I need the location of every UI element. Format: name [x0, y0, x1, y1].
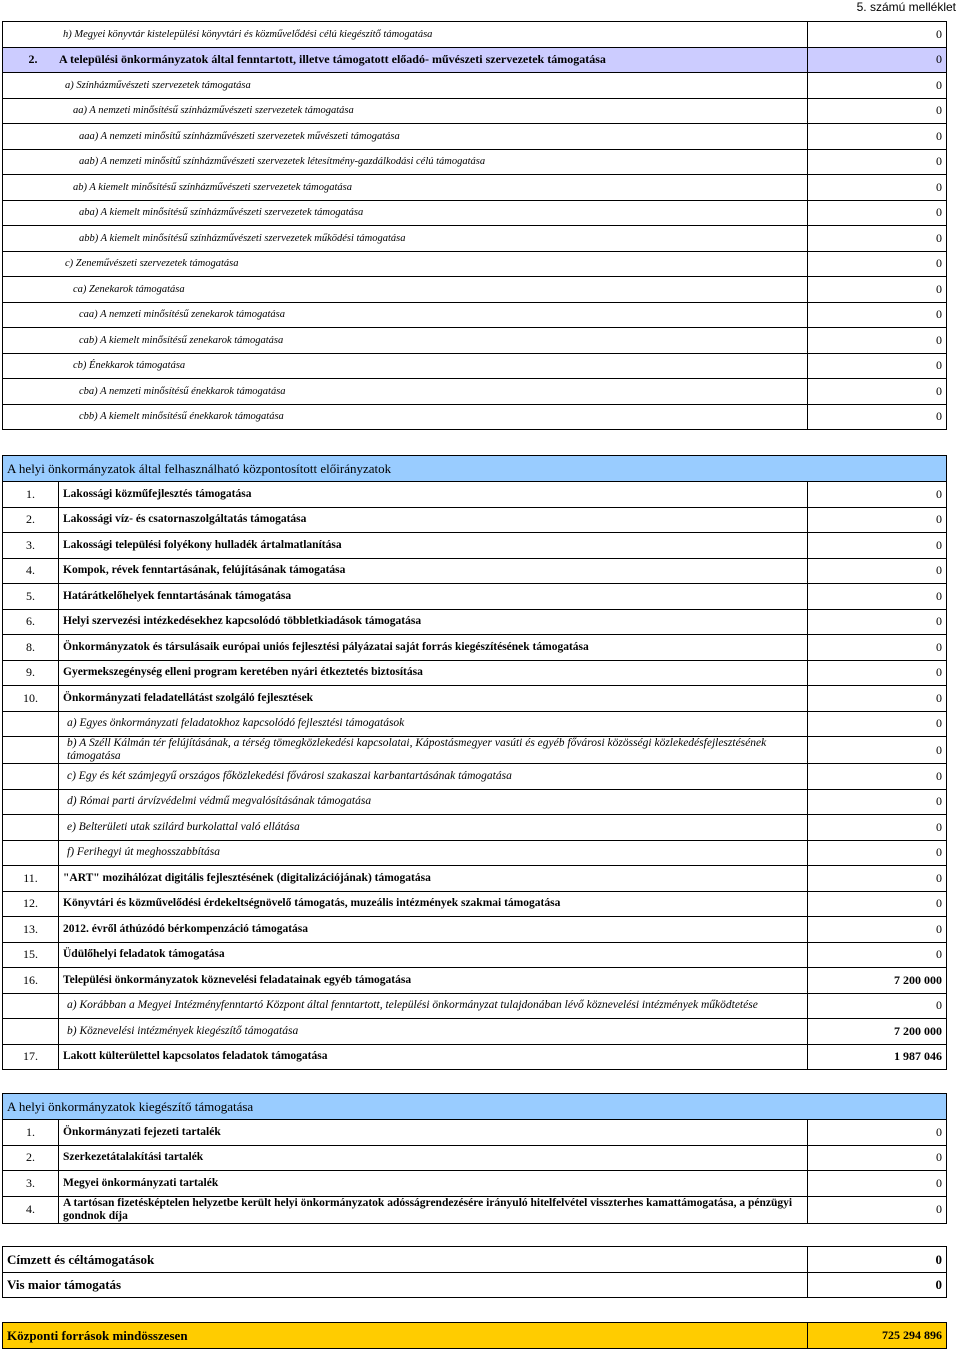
row-value: 0 [808, 302, 947, 328]
row-label: Üdülőhelyi feladatok támogatása [59, 942, 808, 968]
row-value: 0 [808, 482, 947, 508]
table-row [3, 942, 947, 968]
table-row [3, 737, 947, 764]
row-label: Települési önkormányzatok köznevelési feladatainak egyéb támogatása [59, 968, 808, 994]
row-number [3, 764, 59, 790]
row-label [3, 98, 808, 124]
row-text: cab) A kiemelt minősítésű zenekarok támogatása [79, 334, 284, 346]
row-value: 0 [808, 686, 947, 712]
row-number: 2. [3, 1145, 59, 1171]
total-value: 725 294 896 [808, 1323, 947, 1349]
row-label: Önkormányzati fejezeti tartalék [59, 1120, 808, 1146]
row-label: b) A Széll Kálmán tér felújításának, a térség tömegközlekedési kapcsolatai, Kápostásmegyer vasúti és egyéb fővárosi közösségi közlekedésfejlesztésének támogatása [59, 737, 808, 764]
table-row [3, 47, 947, 73]
row-value: 0 [808, 149, 947, 175]
table-row [3, 251, 947, 277]
row-label [3, 328, 808, 354]
row-number: 3. [3, 533, 59, 559]
table-row [3, 73, 947, 99]
row-number [3, 815, 59, 841]
row-label: a) Korábban a Megyei Intézményfenntartó Központ által fenntartott, települési önkormányzat tulajdonában lévő köznevelési intézmények működtetése [59, 993, 808, 1019]
row-value: 0 [808, 200, 947, 226]
row-text: h) Megyei könyvtár kistelepülési könyvtári és közművelődési célú kiegészítő támogatása [63, 28, 433, 40]
table-row [3, 149, 947, 175]
row-label [3, 200, 808, 226]
row-value: 0 [808, 379, 947, 405]
row-value: 0 [808, 789, 947, 815]
row-number [3, 840, 59, 866]
row-text: aba) A kiemelt minősítésű színházművészeti szervezetek támogatása [79, 207, 364, 219]
table-row [3, 968, 947, 994]
table-row [3, 789, 947, 815]
row-value: 0 [808, 635, 947, 661]
row-value: 0 [808, 764, 947, 790]
row-value: 0 [808, 660, 947, 686]
table-row [3, 660, 947, 686]
row-label: b) Köznevelési intézmények kiegészítő támogatása [59, 1019, 808, 1045]
row-text: cb) Énekkarok támogatása [73, 360, 186, 372]
row-label [3, 124, 808, 150]
row-label: Lakossági közműfejlesztés támogatása [59, 482, 808, 508]
table-total [2, 1322, 947, 1349]
table-row [3, 609, 947, 635]
row-text: cbb) A kiemelt minősítésű énekkarok támogatása [79, 411, 284, 423]
row-label [3, 226, 808, 252]
central-appropriations-title: A helyi önkormányzatok által felhasználható központosított előirányzatok [3, 456, 947, 482]
row-value: 0 [808, 558, 947, 584]
row-value: 0 [808, 609, 947, 635]
row-value: 0 [808, 1196, 947, 1223]
table-row [3, 764, 947, 790]
row-value: 0 [808, 737, 947, 764]
table-row [3, 175, 947, 201]
table-row [3, 917, 947, 943]
row-label [3, 353, 808, 379]
table-row [3, 1272, 947, 1298]
table-row [3, 302, 947, 328]
row-text: c) Zeneművészeti szervezetek támogatása [65, 258, 239, 270]
table-row [3, 124, 947, 150]
row-label [3, 47, 808, 73]
table-row [3, 200, 947, 226]
row-label: f) Ferihegyi út meghosszabbítása [59, 840, 808, 866]
row-number [3, 737, 59, 764]
row-label [3, 149, 808, 175]
table-row [3, 277, 947, 303]
row-label: Vis maior támogatás [3, 1272, 808, 1298]
row-label: A tartósan fizetésképtelen helyzetbe került helyi önkormányzatok adósságrendezésére irányuló hitelfelvétel visszterhes kamattámogatása, a pénzügyi gondnok díja [59, 1196, 808, 1223]
row-value: 0 [808, 175, 947, 201]
row-number: 6. [3, 609, 59, 635]
table-row [3, 1247, 947, 1273]
row-number [3, 789, 59, 815]
row-value: 0 [808, 353, 947, 379]
total-label: Központi források mindösszesen [3, 1323, 808, 1349]
row-value: 0 [808, 533, 947, 559]
row-number: 4. [3, 558, 59, 584]
row-text: caa) A nemzeti minősítésű zenekarok támogatása [79, 309, 285, 321]
row-value: 0 [808, 328, 947, 354]
row-label: d) Római parti árvízvédelmi védmű megvalósításának támogatása [59, 789, 808, 815]
row-number: 15. [3, 942, 59, 968]
annex-label: 5. számú melléklet [856, 0, 956, 14]
row-text: abb) A kiemelt minősítésű színházművészeti szervezetek működési támogatása [79, 232, 406, 244]
row-label [3, 175, 808, 201]
table-row [3, 891, 947, 917]
row-number: 13. [3, 917, 59, 943]
row-label: c) Egy és két számjegyű országos főközlekedési fővárosi szakaszai karbantartásának támogatása [59, 764, 808, 790]
table-row [3, 22, 947, 48]
row-value: 0 [808, 942, 947, 968]
supplementary-support-title: A helyi önkormányzatok kiegészítő támogatása [3, 1094, 947, 1120]
row-value: 0 [808, 1247, 947, 1273]
row-number: 9. [3, 660, 59, 686]
row-number: 1. [3, 1120, 59, 1146]
row-value: 7 200 000 [808, 968, 947, 994]
row-number: 2. [28, 52, 38, 67]
row-number: 16. [3, 968, 59, 994]
row-value: 0 [808, 277, 947, 303]
row-number: 4. [3, 1196, 59, 1223]
table-row [3, 404, 947, 430]
table-row [3, 1019, 947, 1045]
table-row [3, 558, 947, 584]
row-label: "ART" mozihálózat digitális fejlesztésének (digitalizációjának) támogatása [59, 866, 808, 892]
row-value: 0 [808, 1171, 947, 1197]
table-row [3, 533, 947, 559]
row-value: 1 987 046 [808, 1044, 947, 1070]
table-row [3, 226, 947, 252]
row-text: ca) Zenekarok támogatása [73, 283, 185, 295]
table-row [3, 507, 947, 533]
table-row [3, 993, 947, 1019]
table-row [3, 482, 947, 508]
table-row [3, 353, 947, 379]
row-value: 0 [808, 840, 947, 866]
row-text: aaa) A nemzeti minősítű színházművészeti szervezetek művészeti támogatása [79, 130, 400, 142]
row-number: 10. [3, 686, 59, 712]
row-value: 0 [808, 22, 947, 48]
row-value: 0 [808, 1272, 947, 1298]
table-row [3, 1171, 947, 1197]
table-row [3, 866, 947, 892]
row-text: cba) A nemzeti minősítésű énekkarok támogatása [79, 385, 286, 397]
row-text: aab) A nemzeti minősítű színházművészeti szervezetek létesítmény-gazdálkodási célú támogatása [79, 156, 486, 168]
row-value: 0 [808, 73, 947, 99]
row-number: 17. [3, 1044, 59, 1070]
row-value: 0 [808, 1145, 947, 1171]
row-label: Megyei önkormányzati tartalék [59, 1171, 808, 1197]
row-label [3, 277, 808, 303]
row-label [3, 251, 808, 277]
row-label: Önkormányzatok és társulásaik európai uniós fejlesztési pályázatai saját forrás kiegészítésének támogatása [59, 635, 808, 661]
row-number: 12. [3, 891, 59, 917]
row-label: Helyi szervezési intézkedésekhez kapcsolódó többletkiadások támogatása [59, 609, 808, 635]
row-value: 0 [808, 404, 947, 430]
row-label [3, 379, 808, 405]
row-label [3, 404, 808, 430]
table-central-appropriations [2, 455, 947, 1070]
table-row [3, 1120, 947, 1146]
row-text: aa) A nemzeti minősítésű színházművészeti szervezetek támogatása [73, 105, 354, 117]
row-number: 11. [3, 866, 59, 892]
table-row [3, 1145, 947, 1171]
row-label: Kompok, révek fenntartásának, felújításának támogatása [59, 558, 808, 584]
row-text: ab) A kiemelt minősítésű színházművészeti szervezetek támogatása [73, 181, 352, 193]
row-value: 0 [808, 711, 947, 737]
table-row [3, 711, 947, 737]
row-value: 0 [808, 251, 947, 277]
row-value: 7 200 000 [808, 1019, 947, 1045]
row-label: Gyermekszegénység elleni program keretében nyári étkeztetés biztosítása [59, 660, 808, 686]
row-value: 0 [808, 866, 947, 892]
table-row [3, 1196, 947, 1223]
row-number: 5. [3, 584, 59, 610]
row-value: 0 [808, 98, 947, 124]
row-number: 1. [3, 482, 59, 508]
row-text: a) Színházművészeti szervezetek támogatása [65, 79, 251, 91]
row-value: 0 [808, 124, 947, 150]
row-value: 0 [808, 47, 947, 73]
row-text: A települési önkormányzatok által fenntartott, illetve támogatott előadó- művészeti szervezetek támogatása [59, 52, 606, 67]
row-label: 2012. évről áthúzódó bérkompenzáció támogatása [59, 917, 808, 943]
table-row [3, 635, 947, 661]
row-label [3, 73, 808, 99]
row-value: 0 [808, 815, 947, 841]
table-supplementary-support [2, 1093, 947, 1224]
row-label: Önkormányzati feladatellátást szolgáló fejlesztések [59, 686, 808, 712]
row-label: Szerkezetátalakítási tartalék [59, 1145, 808, 1171]
table-performing-arts [2, 21, 947, 430]
table-row [3, 584, 947, 610]
row-value: 0 [808, 1120, 947, 1146]
row-value: 0 [808, 993, 947, 1019]
table-other-support [2, 1246, 947, 1298]
table-row [3, 98, 947, 124]
row-label [3, 302, 808, 328]
table-row [3, 1044, 947, 1070]
table-row [3, 328, 947, 354]
row-number: 3. [3, 1171, 59, 1197]
table-row [3, 815, 947, 841]
row-label: e) Belterületi utak szilárd burkolattal való ellátása [59, 815, 808, 841]
row-value: 0 [808, 891, 947, 917]
row-number: 8. [3, 635, 59, 661]
row-label: Lakossági víz- és csatornaszolgáltatás támogatása [59, 507, 808, 533]
table-row [3, 379, 947, 405]
row-number [3, 993, 59, 1019]
table-row [3, 840, 947, 866]
row-number: 2. [3, 507, 59, 533]
row-label: Határátkelőhelyek fenntartásának támogatása [59, 584, 808, 610]
row-value: 0 [808, 507, 947, 533]
row-value: 0 [808, 584, 947, 610]
row-label: a) Egyes önkormányzati feladatokhoz kapcsolódó fejlesztési támogatások [59, 711, 808, 737]
row-number [3, 1019, 59, 1045]
row-label: Lakossági települési folyékony hulladék ártalmatlanítása [59, 533, 808, 559]
row-label: Címzett és céltámogatások [3, 1247, 808, 1273]
row-value: 0 [808, 226, 947, 252]
row-value: 0 [808, 917, 947, 943]
row-label: Könyvtári és közművelődési érdekeltségnövelő támogatás, muzeális intézmények szakmai támogatása [59, 891, 808, 917]
table-row [3, 686, 947, 712]
row-label: Lakott külterülettel kapcsolatos feladatok támogatása [59, 1044, 808, 1070]
row-label [3, 22, 808, 48]
row-number [3, 711, 59, 737]
